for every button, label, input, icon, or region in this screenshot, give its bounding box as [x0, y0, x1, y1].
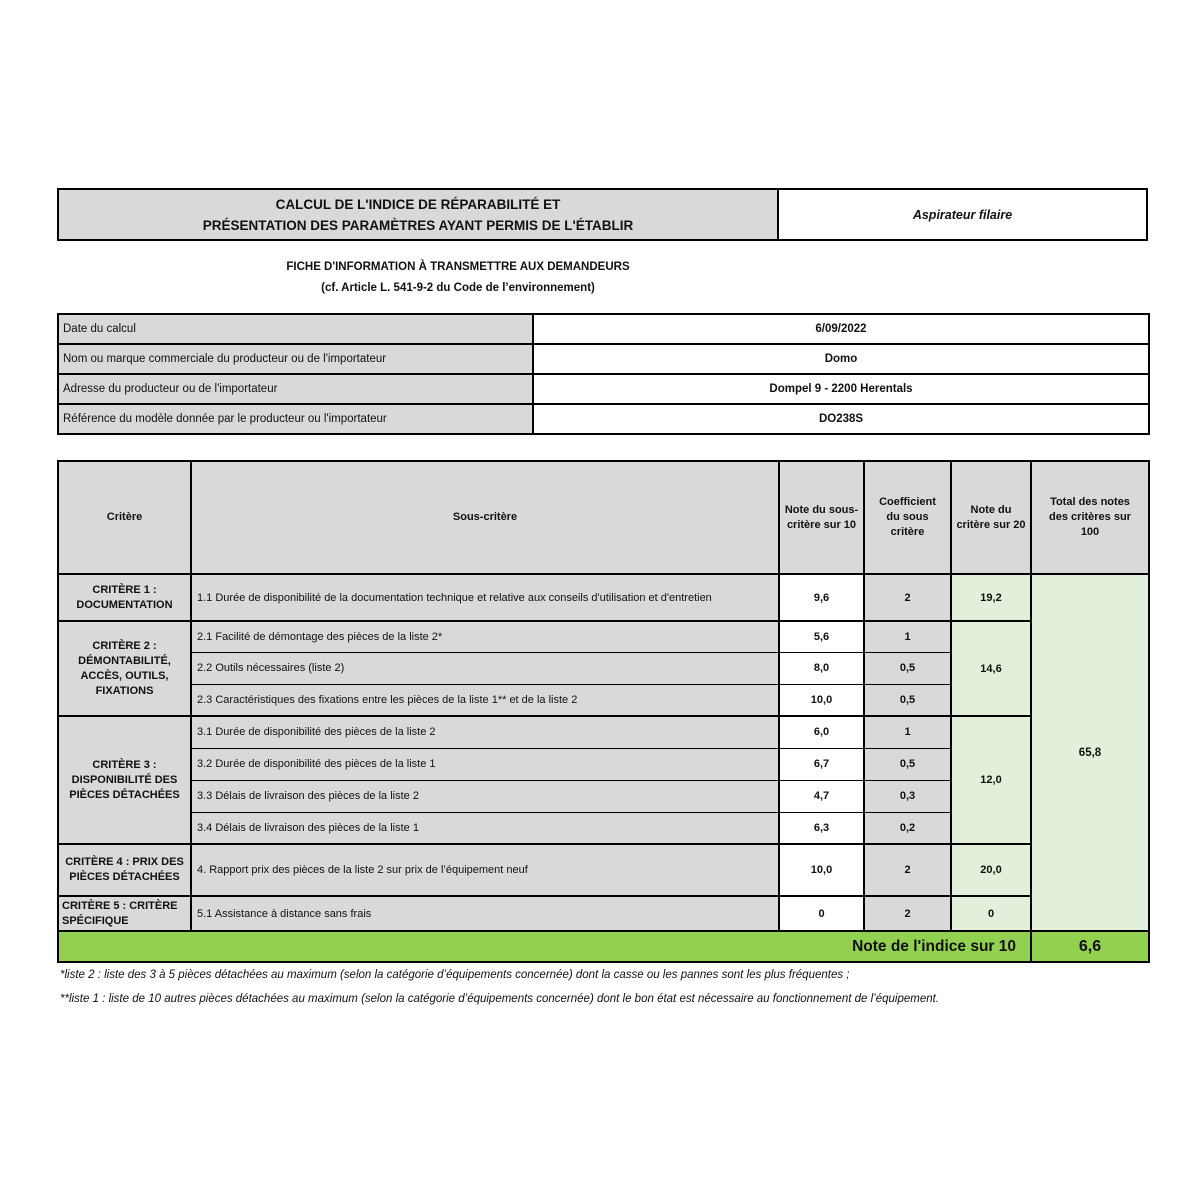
title-line-2: PRÉSENTATION DES PARAMÈTRES AYANT PERMIS DE L'ÉTABLIR — [202, 217, 634, 233]
final-score-label: Note de l'indice sur 10 — [58, 931, 1031, 962]
row-5-1 — [58, 896, 1149, 931]
sub-criterion-cell: 3.1 Durée de disponibilité des pièces de la liste 2 — [191, 716, 779, 748]
subtitle-block — [57, 257, 859, 299]
title-line-1: CALCUL DE L'INDICE DE RÉPARABILITÉ ET — [275, 196, 561, 212]
criterion-cell: CRITÈRE 1 : DOCUMENTATION — [58, 574, 191, 621]
coefficient-cell: 2 — [864, 574, 951, 621]
info-label: Référence du modèle donnée par le producteur ou l'importateur — [58, 404, 533, 434]
info-value: Dompel 9 - 2200 Herentals — [533, 374, 1149, 404]
info-label: Adresse du producteur ou de l'importateur — [58, 374, 533, 404]
coefficient-cell: 0,5 — [864, 684, 951, 716]
note20-cell: 20,0 — [951, 844, 1031, 896]
note20-cell: 0 — [951, 896, 1031, 931]
footnote-liste2: *liste 2 : liste des 3 à 5 pièces détachées au maximum (selon la catégorie d’équipements concernée) dont la casse ou les pannes sont les plus fréquentes ; — [60, 969, 850, 981]
sub-criterion-cell: 2.1 Facilité de démontage des pièces de la liste 2* — [191, 621, 779, 652]
info-row-brand — [58, 344, 1149, 374]
col-header-critere: Critère — [58, 461, 191, 574]
note10-cell: 6,0 — [779, 716, 864, 748]
col-header-coefficient: Coefficient du sous critère — [864, 461, 951, 574]
product-category-label: Aspirateur filaire — [779, 190, 1146, 239]
criterion-cell: CRITÈRE 2 : DÉMONTABILITÉ, ACCÈS, OUTILS, FIXATIONS — [58, 621, 191, 716]
criteria-table — [57, 460, 1150, 963]
note10-cell: 6,7 — [779, 748, 864, 780]
subtitle-line-2: (cf. Article L. 541-9-2 du Code de l’environnement) — [321, 282, 595, 294]
criterion-cell: CRITÈRE 4 : PRIX DES PIÈCES DÉTACHÉES — [58, 844, 191, 896]
info-value: Domo — [533, 344, 1149, 374]
document-title — [59, 190, 779, 239]
sub-criterion-cell: 2.3 Caractéristiques des fixations entre les pièces de la liste 1** et de la liste 2 — [191, 684, 779, 716]
info-row-date — [58, 314, 1149, 344]
info-row-model — [58, 404, 1149, 434]
final-score-row — [58, 931, 1149, 962]
coefficient-cell: 2 — [864, 896, 951, 931]
row-4 — [58, 844, 1149, 896]
criterion-cell: CRITÈRE 5 : CRITÈRE SPÉCIFIQUE — [58, 896, 191, 931]
footnote-liste1: **liste 1 : liste de 10 autres pièces détachées au maximum (selon la catégorie d’équipements concernée) dont le bon état est nécessaire au fonctionnement de l’équipement. — [60, 993, 939, 1005]
criterion-cell: CRITÈRE 3 : DISPONIBILITÉ DES PIÈCES DÉTACHÉES — [58, 716, 191, 844]
coefficient-cell: 1 — [864, 716, 951, 748]
note10-cell: 5,6 — [779, 621, 864, 652]
sub-criterion-cell: 5.1 Assistance à distance sans frais — [191, 896, 779, 931]
col-header-note10: Note du sous-critère sur 10 — [779, 461, 864, 574]
sub-criterion-cell: 3.3 Délais de livraison des pièces de la liste 2 — [191, 780, 779, 812]
note10-cell: 0 — [779, 896, 864, 931]
info-label: Nom ou marque commerciale du producteur ou de l'importateur — [58, 344, 533, 374]
coefficient-cell: 0,3 — [864, 780, 951, 812]
coefficient-cell: 0,2 — [864, 812, 951, 844]
col-header-note20: Note du critère sur 20 — [951, 461, 1031, 574]
total-score-cell: 65,8 — [1031, 574, 1149, 931]
sub-criterion-cell: 2.2 Outils nécessaires (liste 2) — [191, 652, 779, 684]
final-score-value: 6,6 — [1031, 931, 1149, 962]
title-box — [57, 188, 1148, 241]
sub-criterion-cell: 1.1 Durée de disponibilité de la documentation technique et relative aux conseils d'utilisation et d'entretien — [191, 574, 779, 621]
note10-cell: 10,0 — [779, 844, 864, 896]
col-header-sous-critere: Sous-critère — [191, 461, 779, 574]
row-2-1 — [58, 621, 1149, 652]
sub-criterion-cell: 4. Rapport prix des pièces de la liste 2 sur prix de l’équipement neuf — [191, 844, 779, 896]
note20-cell: 12,0 — [951, 716, 1031, 844]
sub-criterion-cell: 3.2 Durée de disponibilité des pièces de la liste 1 — [191, 748, 779, 780]
note10-cell: 9,6 — [779, 574, 864, 621]
note10-cell: 10,0 — [779, 684, 864, 716]
info-value: 6/09/2022 — [533, 314, 1149, 344]
coefficient-cell: 2 — [864, 844, 951, 896]
info-row-address — [58, 374, 1149, 404]
producer-info-table — [57, 313, 1150, 435]
coefficient-cell: 0,5 — [864, 748, 951, 780]
note10-cell: 8,0 — [779, 652, 864, 684]
note10-cell: 6,3 — [779, 812, 864, 844]
note20-cell: 19,2 — [951, 574, 1031, 621]
row-1-1 — [58, 574, 1149, 621]
sub-criterion-cell: 3.4 Délais de livraison des pièces de la liste 1 — [191, 812, 779, 844]
info-label: Date du calcul — [58, 314, 533, 344]
note20-cell: 14,6 — [951, 621, 1031, 716]
coefficient-cell: 0,5 — [864, 652, 951, 684]
info-value: DO238S — [533, 404, 1149, 434]
col-header-total: Total des notes des critères sur 100 — [1031, 461, 1149, 574]
subtitle-line-1: FICHE D'INFORMATION À TRANSMETTRE AUX DEMANDEURS — [286, 261, 630, 273]
coefficient-cell: 1 — [864, 621, 951, 652]
note10-cell: 4,7 — [779, 780, 864, 812]
criteria-table-header-row — [58, 461, 1149, 574]
row-3-1 — [58, 716, 1149, 748]
